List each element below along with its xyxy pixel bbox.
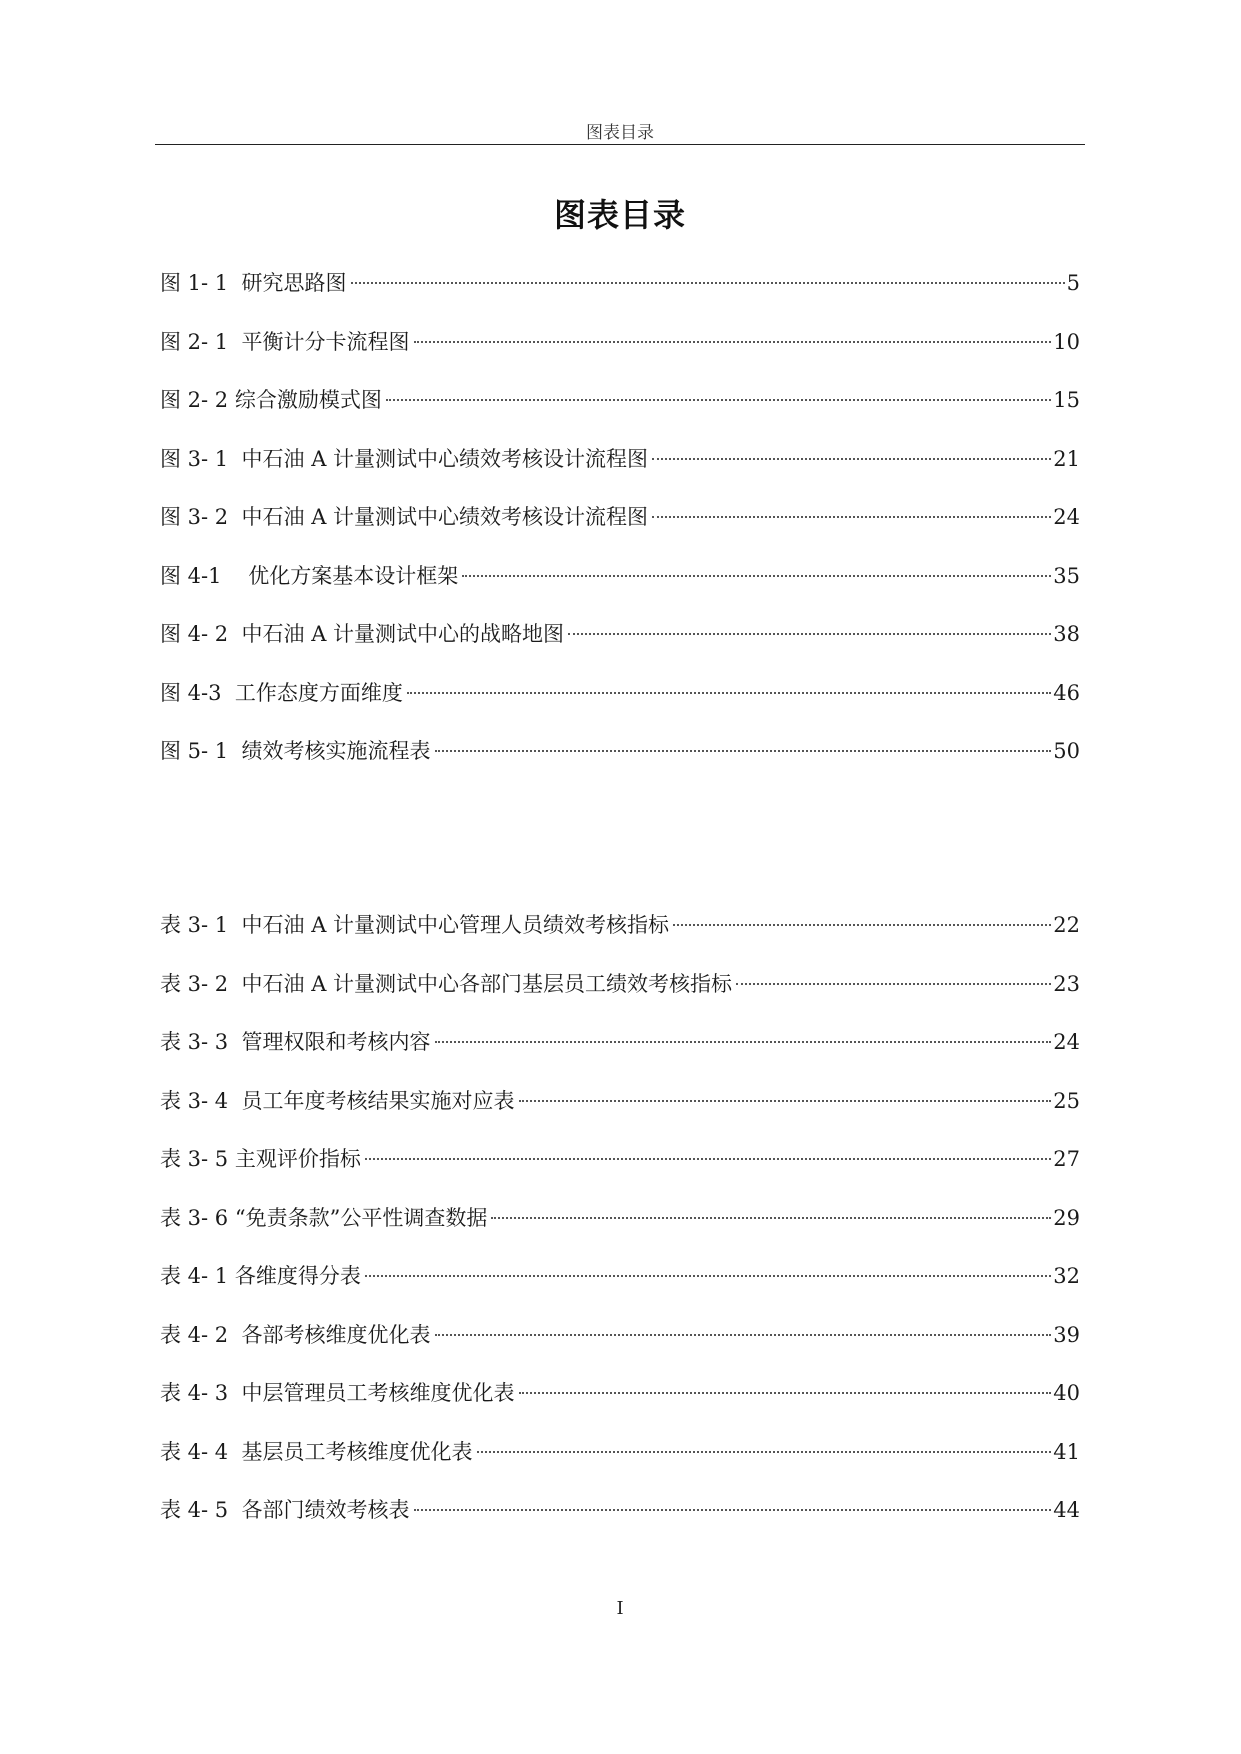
figure-entry-page: 38 bbox=[1053, 622, 1080, 646]
dot-leader bbox=[491, 1217, 1051, 1219]
table-entry-label: 表 3- 1 中石油 A 计量测试中心管理人员绩效考核指标 bbox=[160, 913, 670, 937]
figure-entry-label: 图 1- 1 研究思路图 bbox=[160, 271, 347, 295]
dot-leader bbox=[365, 1158, 1051, 1160]
figure-entry-label: 图 4- 2 中石油 A 计量测试中心的战略地图 bbox=[160, 622, 565, 646]
dot-leader bbox=[435, 1041, 1052, 1043]
table-entry-label: 表 3- 5 主观评价指标 bbox=[160, 1147, 361, 1171]
dot-leader bbox=[462, 575, 1051, 577]
dot-leader bbox=[365, 1275, 1051, 1277]
table-entry-page: 39 bbox=[1053, 1322, 1080, 1347]
figure-entry-label: 图 5- 1 绩效考核实施流程表 bbox=[160, 739, 431, 763]
table-entry-page: 22 bbox=[1053, 913, 1080, 937]
dot-leader bbox=[568, 633, 1051, 635]
running-header: 图表目录 bbox=[586, 123, 654, 143]
header-rule bbox=[155, 144, 1085, 145]
figure-entry-label: 图 3- 2 中石油 A 计量测试中心绩效考核设计流程图 bbox=[160, 505, 649, 529]
table-entry-page: 24 bbox=[1053, 1030, 1080, 1054]
table-entry-page: 23 bbox=[1053, 971, 1080, 996]
table-entry[interactable] bbox=[160, 1261, 1080, 1320]
table-entry-label: 表 4- 5 各部门绩效考核表 bbox=[160, 1498, 410, 1522]
dot-leader bbox=[736, 983, 1051, 985]
figure-entry-page: 35 bbox=[1053, 563, 1080, 588]
dot-leader bbox=[414, 341, 1052, 343]
figure-entry[interactable] bbox=[160, 444, 1080, 503]
dot-leader bbox=[414, 1509, 1052, 1511]
dot-leader bbox=[435, 750, 1052, 752]
figure-entry[interactable] bbox=[160, 327, 1080, 386]
table-entry[interactable] bbox=[160, 969, 1080, 1028]
page-number: I bbox=[616, 1598, 624, 1619]
table-entry[interactable] bbox=[160, 1320, 1080, 1379]
table-entry-page: 41 bbox=[1053, 1439, 1080, 1464]
dot-leader bbox=[435, 1334, 1052, 1336]
figure-entry-label: 图 4-3 工作态度方面维度 bbox=[160, 680, 403, 705]
figure-entry-page: 21 bbox=[1053, 446, 1080, 471]
table-entry-page: 27 bbox=[1053, 1147, 1080, 1171]
dot-leader bbox=[519, 1100, 1052, 1102]
table-entry-page: 32 bbox=[1053, 1264, 1080, 1288]
figure-entry[interactable] bbox=[160, 619, 1080, 678]
dot-leader bbox=[407, 692, 1051, 694]
figure-entry-page: 5 bbox=[1066, 271, 1080, 295]
figure-entry[interactable] bbox=[160, 385, 1080, 444]
table-entry-label: 表 4- 4 基层员工考核维度优化表 bbox=[160, 1439, 473, 1464]
dot-leader bbox=[652, 458, 1051, 460]
table-entry-label: 表 3- 2 中石油 A 计量测试中心各部门基层员工绩效考核指标 bbox=[160, 971, 733, 996]
figure-entry-label: 图 4-1 优化方案基本设计框架 bbox=[160, 563, 459, 588]
figure-entry[interactable] bbox=[160, 736, 1080, 795]
figure-entry-page: 10 bbox=[1053, 329, 1080, 354]
dot-leader bbox=[386, 399, 1051, 401]
table-entry-label: 表 3- 4 员工年度考核结果实施对应表 bbox=[160, 1088, 515, 1113]
table-entry[interactable] bbox=[160, 910, 1080, 969]
table-entry[interactable] bbox=[160, 1027, 1080, 1086]
dot-leader bbox=[673, 924, 1051, 926]
figure-entry-page: 46 bbox=[1053, 680, 1080, 705]
table-entry-label: 表 4- 1 各维度得分表 bbox=[160, 1264, 361, 1288]
figure-entry-page: 24 bbox=[1053, 505, 1080, 529]
figure-entry-label: 图 3- 1 中石油 A 计量测试中心绩效考核设计流程图 bbox=[160, 446, 649, 471]
table-list bbox=[160, 910, 1080, 1554]
table-entry-label: 表 3- 6 “免责条款”公平性调查数据 bbox=[160, 1205, 488, 1230]
table-entry-page: 40 bbox=[1053, 1381, 1080, 1405]
figure-entry[interactable] bbox=[160, 561, 1080, 620]
table-entry[interactable] bbox=[160, 1495, 1080, 1554]
dot-leader bbox=[351, 282, 1065, 284]
figure-list bbox=[160, 268, 1080, 795]
table-entry[interactable] bbox=[160, 1203, 1080, 1262]
figure-entry-label: 图 2- 2 综合激励模式图 bbox=[160, 388, 382, 412]
figure-entry-page: 50 bbox=[1053, 739, 1080, 763]
table-entry[interactable] bbox=[160, 1437, 1080, 1496]
table-entry[interactable] bbox=[160, 1378, 1080, 1437]
table-entry-label: 表 4- 2 各部考核维度优化表 bbox=[160, 1322, 431, 1347]
table-entry-label: 表 3- 3 管理权限和考核内容 bbox=[160, 1030, 431, 1054]
figure-entry-page: 15 bbox=[1053, 388, 1080, 412]
page-title: 图表目录 bbox=[553, 196, 686, 234]
figure-entry[interactable] bbox=[160, 268, 1080, 327]
table-entry-label: 表 4- 3 中层管理员工考核维度优化表 bbox=[160, 1381, 515, 1405]
figure-entry[interactable] bbox=[160, 678, 1080, 737]
dot-leader bbox=[652, 516, 1051, 518]
dot-leader bbox=[519, 1392, 1052, 1394]
table-entry[interactable] bbox=[160, 1144, 1080, 1203]
figure-entry-label: 图 2- 1 平衡计分卡流程图 bbox=[160, 329, 410, 354]
table-entry-page: 29 bbox=[1053, 1205, 1080, 1230]
figure-entry[interactable] bbox=[160, 502, 1080, 561]
dot-leader bbox=[477, 1451, 1052, 1453]
table-entry-page: 44 bbox=[1053, 1498, 1080, 1522]
table-entry[interactable] bbox=[160, 1086, 1080, 1145]
table-entry-page: 25 bbox=[1053, 1088, 1080, 1113]
